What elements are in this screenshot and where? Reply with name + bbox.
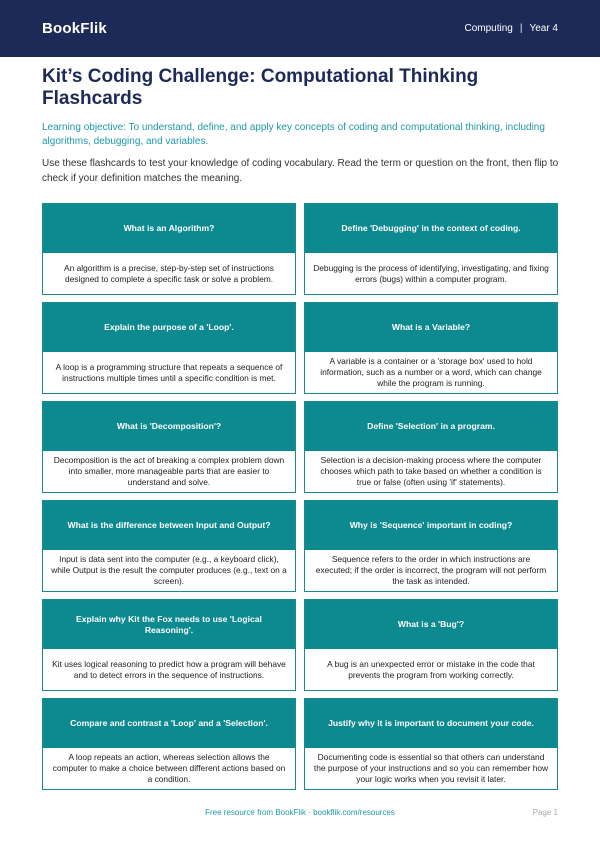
flashcard[interactable]	[42, 698, 296, 790]
flashcard[interactable]	[304, 599, 558, 691]
flashcard-front: Explain the purpose of a 'Loop'.	[43, 303, 295, 352]
flashcard-back: Selection is a decision-making process where the computer chooses which path to take based on whether a condition is true or false (often using 'if' statements).	[320, 455, 542, 487]
flashcard-front: What is a Variable?	[305, 303, 557, 352]
flashcard[interactable]	[42, 401, 296, 493]
flashcard-back: Kit uses logical reasoning to predict how a program will behave and to detect errors in the sequence of instructions.	[52, 658, 286, 680]
flashcard[interactable]	[304, 698, 558, 790]
page-footer	[0, 808, 600, 820]
flashcard-back: An algorithm is a precise, step-by-step set of instructions designed to complete a specific task or solve a problem.	[64, 262, 274, 284]
flashcard[interactable]	[42, 203, 296, 295]
flashcard[interactable]	[42, 302, 296, 394]
learning-objective: Learning objective: To understand, define, and apply key concepts of coding and computational thinking, including algorithms, debugging, and variables.	[42, 122, 545, 147]
flashcard-front: Explain why Kit the Fox needs to use 'Logical Reasoning'.	[43, 600, 295, 649]
flashcard[interactable]	[304, 302, 558, 394]
intro-text: Use these flashcards to test your knowledge of coding vocabulary. Read the term or question on the front, then flip to check if your definition matches the meaning.	[42, 158, 559, 184]
flashcard-back: A variable is a container or a 'storage box' used to hold information, such as a number or a word, which can change while the program is running.	[320, 356, 542, 388]
flashcard-front: What is an Algorithm?	[43, 204, 295, 253]
page-number: Page 1	[532, 808, 558, 817]
footer-credit-link[interactable]: Free resource from BookFlik · bookflik.com/resources	[205, 808, 395, 817]
flashcard[interactable]	[304, 203, 558, 295]
flashcard-front: What is 'Decomposition'?	[43, 402, 295, 451]
flashcard-front: What is a 'Bug'?	[305, 600, 557, 649]
flashcard-back: A bug is an unexpected error or mistake in the code that prevents the program from working correctly.	[327, 658, 535, 680]
flashcard-back: Input is data sent into the computer (e.g., a keyboard click), while Output is the result the computer produces (e.g., text on a screen).	[51, 554, 287, 586]
flashcard[interactable]	[304, 500, 558, 592]
subject-meta	[464, 23, 558, 34]
flashcard-back: A loop repeats an action, whereas selection allows the computer to make a choice between different actions based on a condition.	[52, 752, 286, 784]
subject-label: Computing	[464, 23, 513, 34]
flashcard[interactable]	[304, 401, 558, 493]
flashcard-back: A loop is a programming structure that repeats a sequence of instructions multiple times until a specific condition is met.	[55, 361, 283, 383]
brand-logo[interactable]: BookFlik	[42, 20, 107, 37]
flashcard-front: Define 'Selection' in a program.	[305, 402, 557, 451]
flashcard-front: Justify why it is important to document your code.	[305, 699, 557, 748]
flashcard-front: Why is 'Sequence' important in coding?	[305, 501, 557, 550]
flashcard-back: Sequence refers to the order in which instructions are executed; if the order is incorrect, the program will not perform the task as intended.	[315, 554, 547, 586]
flashcard[interactable]	[42, 599, 296, 691]
flashcard[interactable]	[42, 500, 296, 592]
page-title: Kit’s Coding Challenge: Computational Thinking Flashcards	[42, 66, 479, 109]
flashcard-grid	[42, 203, 558, 790]
flashcard-front: Compare and contrast a 'Loop' and a 'Selection'.	[43, 699, 295, 748]
flashcard-back: Decomposition is the act of breaking a complex problem down into smaller, more manageable parts that are easier to understand and solve.	[53, 455, 285, 487]
top-bar	[0, 0, 600, 57]
flashcard-front: Define 'Debugging' in the context of coding.	[305, 204, 557, 253]
flashcard-back: Documenting code is essential so that others can understand the purpose of your instructions and so you can remember how your logic works when you revisit it later.	[313, 752, 549, 784]
year-label: Year 4	[529, 23, 558, 34]
flashcard-front: What is the difference between Input and Output?	[43, 501, 295, 550]
meta-separator: |	[519, 23, 523, 34]
flashcard-back: Debugging is the process of identifying, investigating, and fixing errors (bugs) within a computer program.	[313, 262, 549, 284]
